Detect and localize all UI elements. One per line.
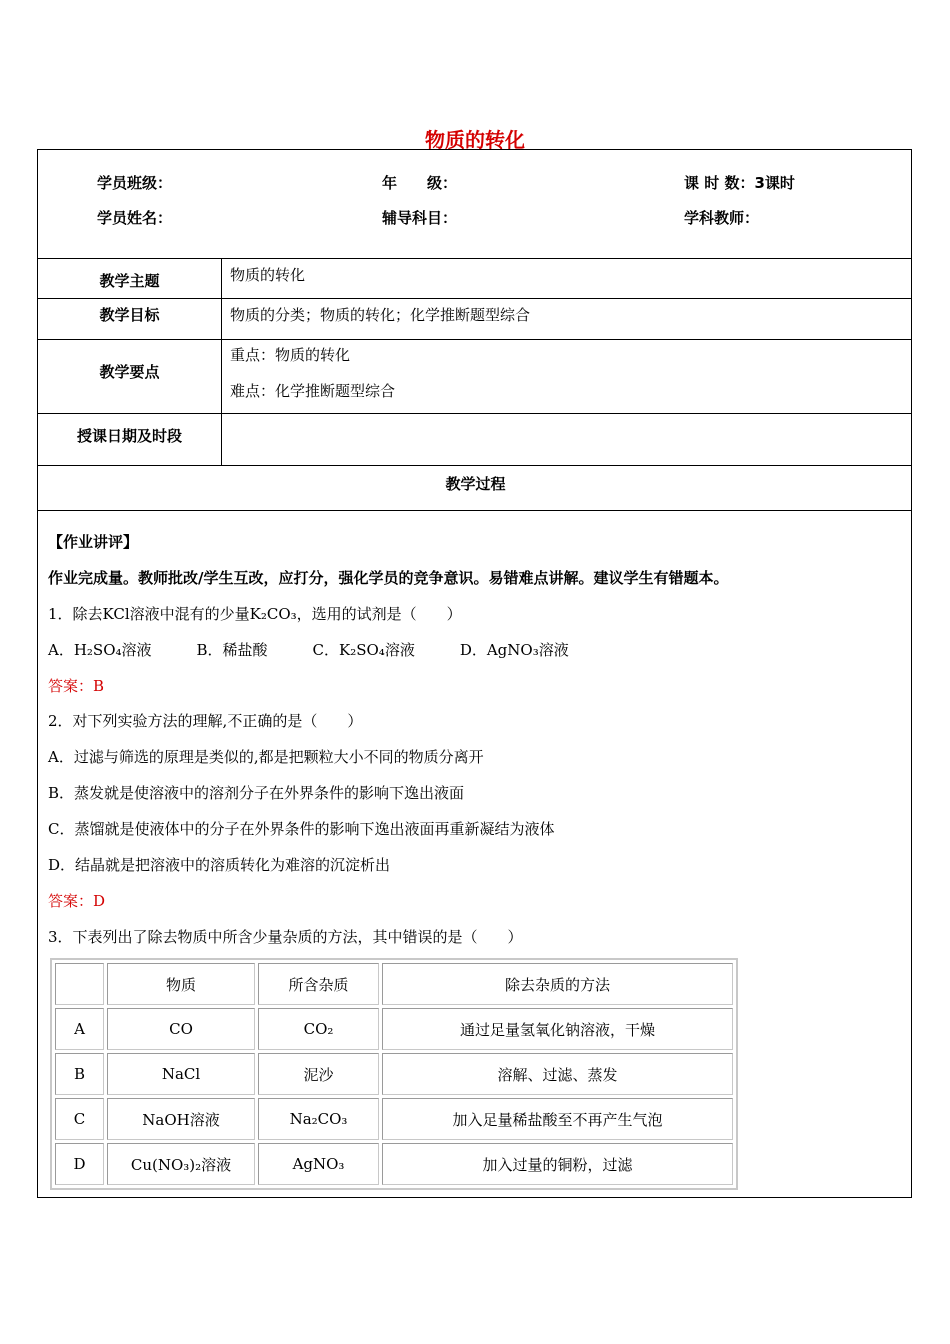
table-cell: CO: [107, 1008, 255, 1050]
hours-label: 课 时 数：3课时: [684, 174, 795, 192]
question-2-option-d: D．结晶就是把溶液中的溶质转化为难溶的沉淀析出: [48, 856, 391, 874]
theme-value: 物质的转化: [230, 266, 306, 284]
question-2-answer: 答案：D: [48, 892, 106, 910]
question-1-options: A．H₂SO₄溶液 B．稀盐酸 C．K₂SO₄溶液 D．AgNO₃溶液: [48, 641, 569, 659]
table-cell: 加入过量的铜粉，过滤: [382, 1143, 733, 1185]
table-cell: 加入足量稀盐酸至不再产生气泡: [382, 1098, 733, 1140]
question-2-stem: 2．对下列实验方法的理解,不正确的是（ ）: [48, 712, 363, 730]
goal-label: 教学目标: [99, 306, 160, 324]
subject-label: 辅导科目：: [382, 209, 458, 227]
table-header-row: [55, 963, 733, 1005]
table-header-cell: 除去杂质的方法: [382, 963, 733, 1005]
table-row: [55, 1053, 733, 1095]
key-label: 教学要点: [99, 363, 160, 381]
table-cell: B: [55, 1053, 104, 1095]
table-cell: 溶解、过滤、蒸发: [382, 1053, 733, 1095]
divider: [38, 258, 911, 259]
divider: [38, 510, 911, 511]
table-cell: D: [55, 1143, 104, 1185]
table-cell: C: [55, 1098, 104, 1140]
teacher-label: 学科教师：: [684, 209, 760, 227]
table-header-cell: 物质: [107, 963, 255, 1005]
section-title: 【作业讲评】: [48, 533, 139, 551]
table-cell: A: [55, 1008, 104, 1050]
table-cell: Cu(NO₃)₂溶液: [107, 1143, 255, 1185]
table-cell: 泥沙: [258, 1053, 379, 1095]
table-header-cell: 所含杂质: [258, 963, 379, 1005]
table-cell: NaOH溶液: [107, 1098, 255, 1140]
column-divider: [221, 258, 222, 465]
grade-label: 年 级：: [382, 174, 458, 192]
question-2-option-a: A．过滤与筛选的原理是类似的,都是把颗粒大小不同的物质分离开: [48, 748, 484, 766]
question-2-option-c: C．蒸馏就是使液体中的分子在外界条件的影响下逸出液面再重新凝结为液体: [48, 820, 555, 838]
goal-value: 物质的分类；物质的转化；化学推断题型综合: [230, 306, 531, 324]
table-cell: Na₂CO₃: [258, 1098, 379, 1140]
key-value-difficult: 难点：化学推断题型综合: [230, 382, 396, 400]
class-label: 学员班级：: [97, 174, 173, 192]
date-label: 授课日期及时段: [76, 427, 182, 445]
divider: [38, 465, 911, 466]
table-row: [55, 1098, 733, 1140]
question-1-stem: 1．除去KCl溶液中混有的少量K₂CO₃，选用的试剂是（ ）: [48, 605, 462, 623]
document-title: 物质的转化: [425, 128, 525, 152]
divider: [38, 413, 911, 414]
table-cell: AgNO₃: [258, 1143, 379, 1185]
divider: [38, 339, 911, 340]
table-row: [55, 1143, 733, 1185]
question-2-option-b: B．蒸发就是使溶液中的溶剂分子在外界条件的影响下逸出液面: [48, 784, 465, 802]
impurity-table: [50, 958, 738, 1190]
table-cell: CO₂: [258, 1008, 379, 1050]
table-cell: NaCl: [107, 1053, 255, 1095]
lesson-plan-frame: [37, 149, 912, 1198]
table-cell: 通过足量氢氧化钠溶液，干燥: [382, 1008, 733, 1050]
instruction-text: 作业完成量。教师批改/学生互改，应打分，强化学员的竞争意识。易错难点讲解。建议学生有错题本。: [48, 569, 729, 587]
key-value-important: 重点：物质的转化: [230, 346, 351, 364]
divider: [38, 298, 911, 299]
name-label: 学员姓名：: [97, 209, 173, 227]
question-3-stem: 3．下表列出了除去物质中所含少量杂质的方法，其中错误的是（ ）: [48, 928, 523, 946]
process-label: 教学过程: [445, 475, 506, 493]
question-1-answer: 答案：B: [48, 677, 105, 695]
table-row: [55, 1008, 733, 1050]
theme-label: 教学主题: [99, 272, 160, 290]
table-header-cell: [55, 963, 104, 1005]
